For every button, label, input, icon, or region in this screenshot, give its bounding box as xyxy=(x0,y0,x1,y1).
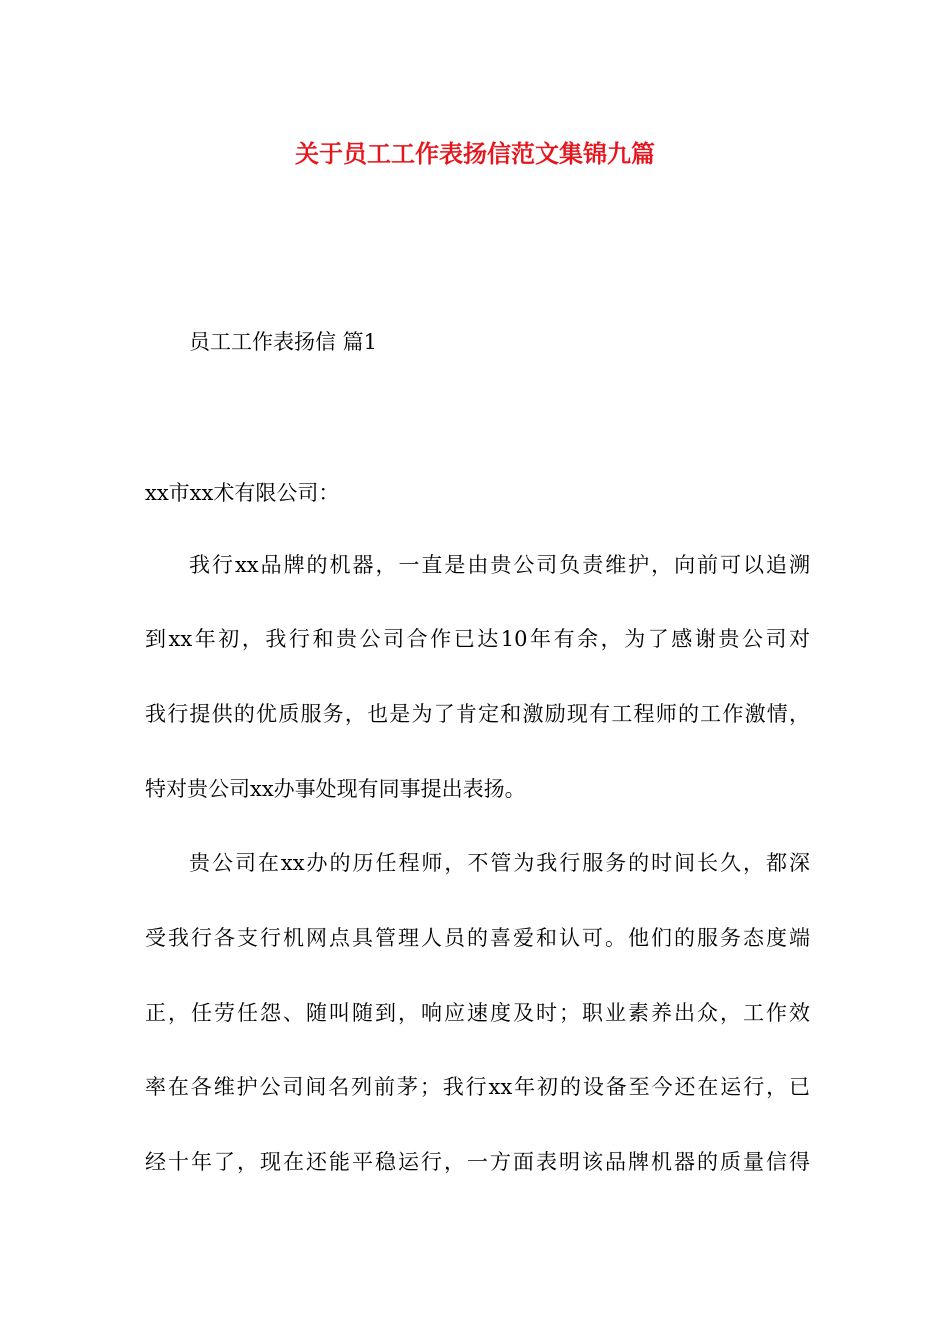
section-heading: 员工工作表扬信 篇1 xyxy=(189,330,378,354)
paragraph-line: 我行提供的优质服务，也是为了肯定和激励现有工程师的工作激情， xyxy=(145,702,810,726)
paragraph-line: 率在各维护公司间名列前茅；我行xx年初的设备至今还在运行，已 xyxy=(145,1075,810,1099)
paragraph-line: 正，任劳任怨、随叫随到，响应速度及时；职业素养出众，工作效 xyxy=(145,1001,810,1025)
paragraph-line: 到xx年初，我行和贵公司合作已达10年有余，为了感谢贵公司对 xyxy=(145,627,810,651)
document-title: 关于员工工作表扬信范文集锦九篇 xyxy=(295,139,655,168)
paragraph-line: 特对贵公司xx办事处现有同事提出表扬。 xyxy=(145,777,526,801)
salutation: xx市xx术有限公司： xyxy=(145,481,340,505)
paragraph-line: 我行xx品牌的机器，一直是由贵公司负责维护，向前可以追溯 xyxy=(189,553,810,577)
paragraph-line: 贵公司在xx办的历任程师，不管为我行服务的时间长久，都深 xyxy=(189,851,810,875)
paragraph-line: 受我行各支行机网点具管理人员的喜爱和认可。他们的服务态度端 xyxy=(145,926,810,950)
paragraph-line: 经十年了，现在还能平稳运行，一方面表明该品牌机器的质量信得 xyxy=(145,1150,810,1174)
